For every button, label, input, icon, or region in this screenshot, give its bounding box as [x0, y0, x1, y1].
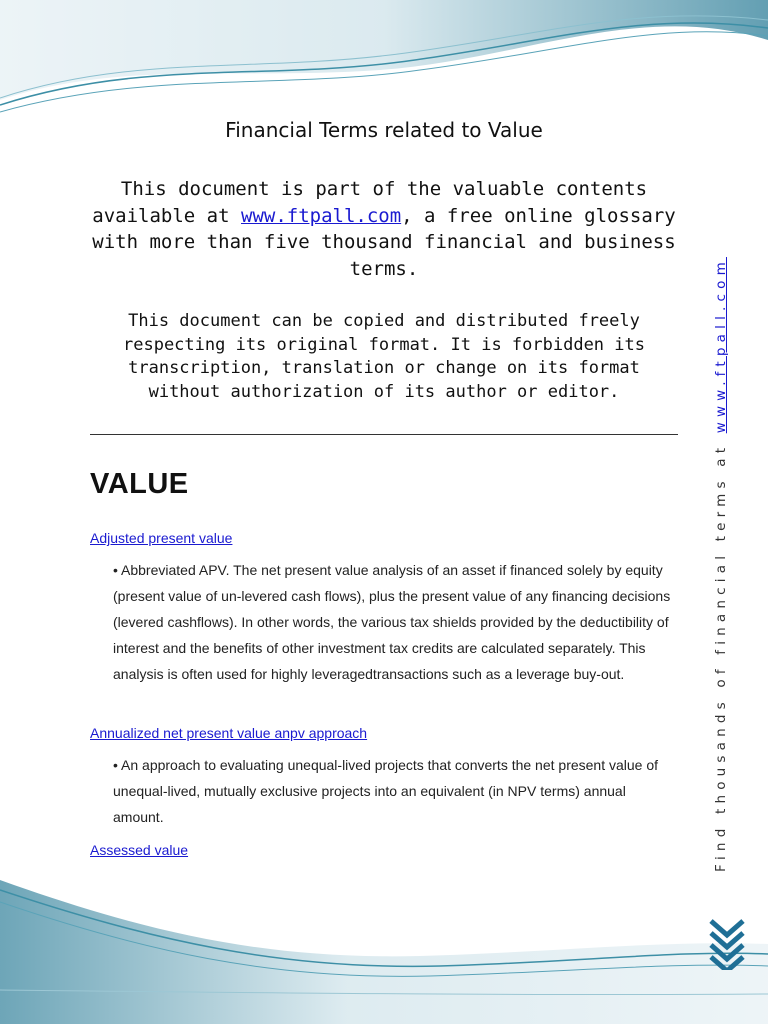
term-link-assessed-value[interactable]: Assessed value	[90, 842, 189, 858]
section-heading: VALUE	[90, 468, 189, 500]
term-definition: • An approach to evaluating unequal-lived projects that converts the net present value of unequal-lived, mutually exclusive projects into an equivalent (in NPV terms) annual amount.	[113, 757, 659, 825]
copyright-notice: This document can be copied and distributed freely respecting its original format. It is forbidden its transcription, translation or change on its format without authorization of its author or editor.	[123, 311, 645, 402]
term-link-annualized-npv-approach[interactable]: Annualized net present value anpv approach	[90, 725, 368, 741]
sidebar-promo	[713, 257, 737, 872]
intro-paragraph	[90, 176, 678, 282]
term-definition: • Abbreviated APV. The net present value analysis of an asset if financed solely by equity (present value of un-levered cash flows), plus the present value of any financing decisions (levered cashflows). In other words, the various tax shields provided by the deductibility of interest and the benefits of other investment tax credits are calculated separately. This analysis is often used for highly leveragedtransactions such as a leverage buy-out.	[113, 562, 671, 682]
top-wave-decoration	[0, 0, 768, 130]
term-link-adjusted-present-value[interactable]: Adjusted present value	[90, 530, 233, 546]
ftpall-link[interactable]: www.ftpall.com	[241, 204, 402, 227]
sidebar-promo-text: Find thousands of financial terms at	[713, 433, 729, 872]
intro-text-before: This document is part of the valuable contents available at	[92, 178, 648, 227]
divider	[90, 434, 678, 435]
bottom-wave-decoration	[0, 870, 768, 1024]
sidebar-ftpall-link[interactable]: www.ftpall.com	[713, 257, 729, 434]
intro-text-after: , a free online glossary with more than five thousand financial and business terms.	[92, 204, 676, 280]
page-title: Financial Terms related to Value	[225, 118, 543, 142]
chevron-down-icon[interactable]	[708, 918, 746, 970]
